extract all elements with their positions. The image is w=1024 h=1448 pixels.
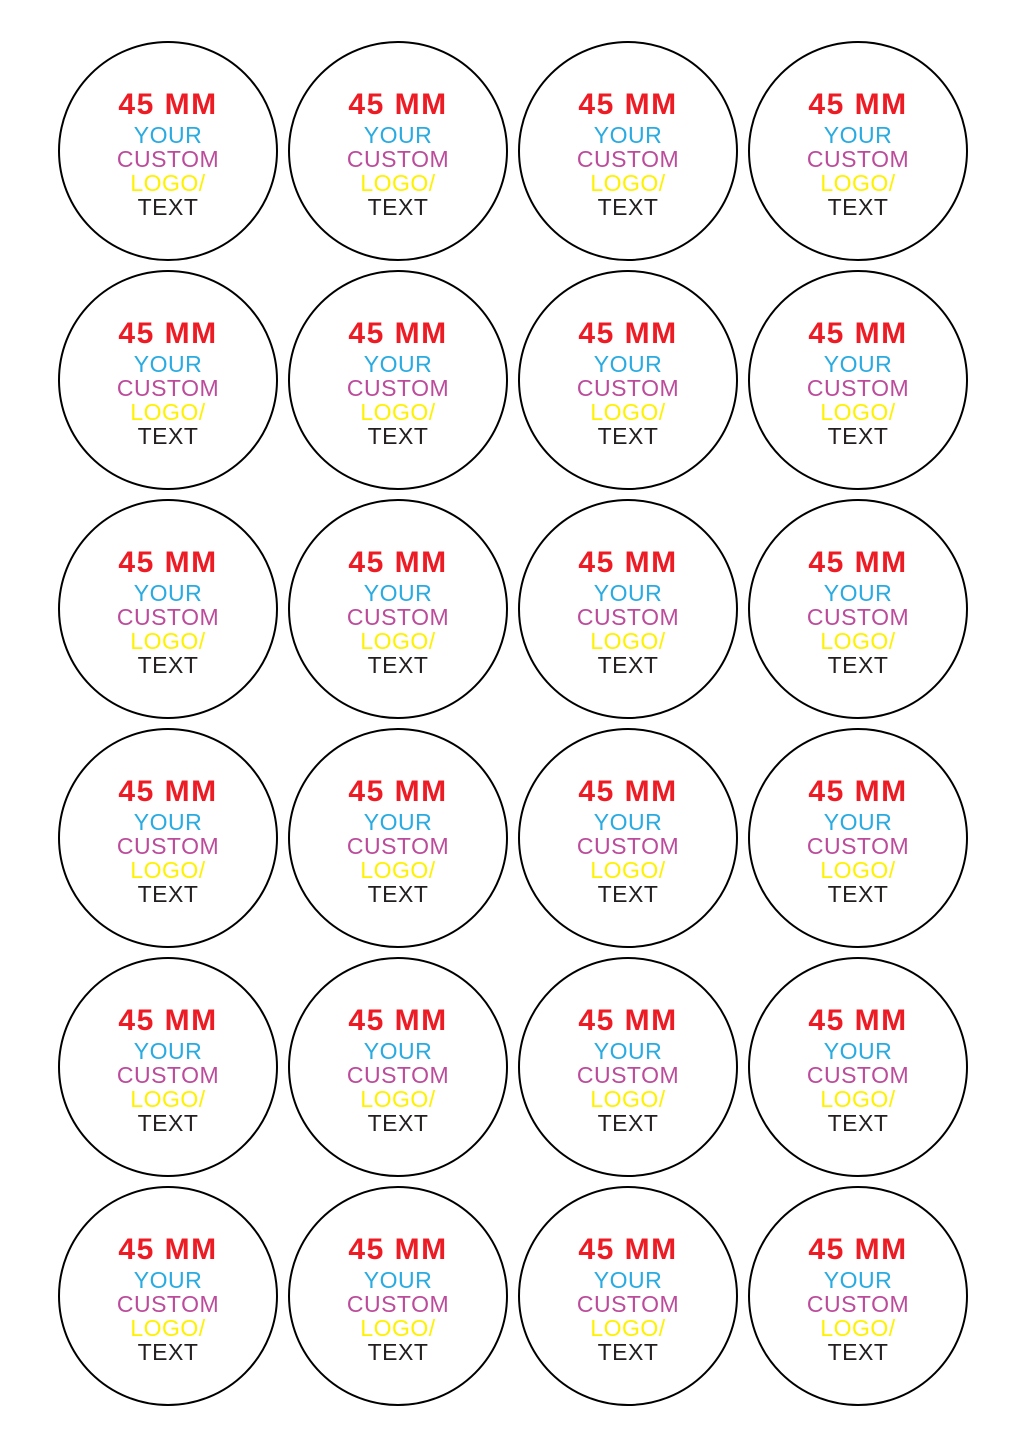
size-label: 45 MM <box>118 774 218 808</box>
placeholder-line-your: YOUR <box>133 808 203 835</box>
placeholder-line-text: TEXT <box>367 880 429 907</box>
sticker-text-block <box>806 774 910 907</box>
placeholder-line-text: TEXT <box>827 880 889 907</box>
sticker-text-block <box>116 316 220 449</box>
sticker-text-block <box>116 545 220 678</box>
sticker-text-block <box>576 1003 680 1136</box>
placeholder-line-custom: CUSTOM <box>576 603 680 630</box>
size-label: 45 MM <box>578 87 678 121</box>
placeholder-line-your: YOUR <box>363 350 433 377</box>
placeholder-line-logo: LOGO/ <box>590 1085 666 1112</box>
sticker-circle <box>518 41 738 261</box>
sticker-circle <box>58 499 278 719</box>
sticker-circle <box>58 41 278 261</box>
placeholder-line-custom: CUSTOM <box>806 1290 910 1317</box>
placeholder-line-custom: CUSTOM <box>576 1290 680 1317</box>
sticker-circle <box>518 1186 738 1406</box>
sticker-text-block <box>346 87 450 220</box>
placeholder-line-custom: CUSTOM <box>346 832 450 859</box>
placeholder-line-your: YOUR <box>133 579 203 606</box>
placeholder-line-logo: LOGO/ <box>590 1314 666 1341</box>
placeholder-line-your: YOUR <box>133 1037 203 1064</box>
sticker-text-block <box>806 545 910 678</box>
sticker-circle <box>288 957 508 1177</box>
size-label: 45 MM <box>118 1003 218 1037</box>
sticker-text-block <box>806 1003 910 1136</box>
sticker-circle <box>518 270 738 490</box>
size-label: 45 MM <box>118 545 218 579</box>
sticker-circle <box>748 41 968 261</box>
sticker-circle <box>288 728 508 948</box>
placeholder-line-your: YOUR <box>593 1266 663 1293</box>
placeholder-line-your: YOUR <box>823 121 893 148</box>
sticker-circle <box>288 270 508 490</box>
placeholder-line-text: TEXT <box>597 1338 659 1365</box>
placeholder-line-logo: LOGO/ <box>360 627 436 654</box>
placeholder-line-your: YOUR <box>823 579 893 606</box>
placeholder-line-logo: LOGO/ <box>360 856 436 883</box>
placeholder-line-your: YOUR <box>363 1037 433 1064</box>
sticker-circle <box>288 499 508 719</box>
size-label: 45 MM <box>808 1232 908 1266</box>
placeholder-line-custom: CUSTOM <box>346 145 450 172</box>
size-label: 45 MM <box>348 87 448 121</box>
sticker-circle <box>748 1186 968 1406</box>
size-label: 45 MM <box>808 545 908 579</box>
size-label: 45 MM <box>808 774 908 808</box>
placeholder-line-logo: LOGO/ <box>820 856 896 883</box>
placeholder-line-text: TEXT <box>367 422 429 449</box>
placeholder-line-text: TEXT <box>137 422 199 449</box>
size-label: 45 MM <box>808 1003 908 1037</box>
placeholder-line-logo: LOGO/ <box>590 856 666 883</box>
size-label: 45 MM <box>578 774 678 808</box>
size-label: 45 MM <box>348 1003 448 1037</box>
placeholder-line-your: YOUR <box>363 1266 433 1293</box>
placeholder-line-text: TEXT <box>137 651 199 678</box>
size-label: 45 MM <box>118 87 218 121</box>
placeholder-line-text: TEXT <box>827 422 889 449</box>
sticker-circle <box>518 728 738 948</box>
placeholder-line-your: YOUR <box>133 1266 203 1293</box>
size-label: 45 MM <box>118 1232 218 1266</box>
placeholder-line-logo: LOGO/ <box>130 169 206 196</box>
placeholder-line-your: YOUR <box>823 1037 893 1064</box>
placeholder-line-custom: CUSTOM <box>116 1290 220 1317</box>
placeholder-line-logo: LOGO/ <box>130 1314 206 1341</box>
placeholder-line-text: TEXT <box>137 1109 199 1136</box>
placeholder-line-logo: LOGO/ <box>590 627 666 654</box>
placeholder-line-your: YOUR <box>363 579 433 606</box>
placeholder-line-text: TEXT <box>597 880 659 907</box>
placeholder-line-logo: LOGO/ <box>820 169 896 196</box>
sticker-circle <box>58 728 278 948</box>
placeholder-line-text: TEXT <box>827 193 889 220</box>
size-label: 45 MM <box>808 87 908 121</box>
sticker-circle <box>58 957 278 1177</box>
placeholder-line-custom: CUSTOM <box>806 1061 910 1088</box>
sticker-text-block <box>576 774 680 907</box>
placeholder-line-text: TEXT <box>827 651 889 678</box>
placeholder-line-logo: LOGO/ <box>820 1085 896 1112</box>
placeholder-line-your: YOUR <box>363 121 433 148</box>
size-label: 45 MM <box>348 774 448 808</box>
placeholder-line-custom: CUSTOM <box>116 832 220 859</box>
placeholder-line-custom: CUSTOM <box>806 374 910 401</box>
placeholder-line-text: TEXT <box>137 880 199 907</box>
sticker-text-block <box>116 774 220 907</box>
placeholder-line-logo: LOGO/ <box>820 398 896 425</box>
sticker-text-block <box>346 316 450 449</box>
placeholder-line-your: YOUR <box>823 808 893 835</box>
placeholder-line-logo: LOGO/ <box>130 627 206 654</box>
placeholder-line-your: YOUR <box>593 121 663 148</box>
placeholder-line-text: TEXT <box>597 422 659 449</box>
size-label: 45 MM <box>578 1232 678 1266</box>
placeholder-line-logo: LOGO/ <box>360 1085 436 1112</box>
sticker-circle <box>748 957 968 1177</box>
sticker-circle <box>748 728 968 948</box>
sticker-circle <box>58 270 278 490</box>
placeholder-line-custom: CUSTOM <box>576 832 680 859</box>
size-label: 45 MM <box>578 316 678 350</box>
placeholder-line-custom: CUSTOM <box>576 145 680 172</box>
sticker-circle <box>518 499 738 719</box>
sticker-circle <box>288 41 508 261</box>
sticker-text-block <box>346 1003 450 1136</box>
placeholder-line-logo: LOGO/ <box>130 398 206 425</box>
sticker-sheet <box>58 41 968 1406</box>
placeholder-line-text: TEXT <box>137 1338 199 1365</box>
sticker-circle <box>58 1186 278 1406</box>
placeholder-line-logo: LOGO/ <box>820 627 896 654</box>
sticker-text-block <box>116 1003 220 1136</box>
placeholder-line-text: TEXT <box>597 651 659 678</box>
sticker-text-block <box>576 1232 680 1365</box>
placeholder-line-logo: LOGO/ <box>360 1314 436 1341</box>
placeholder-line-custom: CUSTOM <box>806 603 910 630</box>
placeholder-line-custom: CUSTOM <box>806 832 910 859</box>
size-label: 45 MM <box>808 316 908 350</box>
placeholder-line-custom: CUSTOM <box>806 145 910 172</box>
sticker-text-block <box>346 545 450 678</box>
placeholder-line-custom: CUSTOM <box>116 1061 220 1088</box>
placeholder-line-text: TEXT <box>597 1109 659 1136</box>
sticker-circle <box>288 1186 508 1406</box>
placeholder-line-custom: CUSTOM <box>346 1061 450 1088</box>
size-label: 45 MM <box>578 545 678 579</box>
placeholder-line-your: YOUR <box>133 350 203 377</box>
placeholder-line-custom: CUSTOM <box>576 1061 680 1088</box>
placeholder-line-your: YOUR <box>593 579 663 606</box>
placeholder-line-custom: CUSTOM <box>116 145 220 172</box>
placeholder-line-your: YOUR <box>593 1037 663 1064</box>
placeholder-line-custom: CUSTOM <box>576 374 680 401</box>
sticker-text-block <box>116 1232 220 1365</box>
size-label: 45 MM <box>348 545 448 579</box>
placeholder-line-custom: CUSTOM <box>346 374 450 401</box>
sticker-text-block <box>346 774 450 907</box>
placeholder-line-text: TEXT <box>367 1109 429 1136</box>
placeholder-line-your: YOUR <box>823 350 893 377</box>
placeholder-line-custom: CUSTOM <box>346 1290 450 1317</box>
placeholder-line-text: TEXT <box>367 1338 429 1365</box>
placeholder-line-your: YOUR <box>593 350 663 377</box>
sticker-text-block <box>346 1232 450 1365</box>
sticker-text-block <box>576 87 680 220</box>
placeholder-line-your: YOUR <box>823 1266 893 1293</box>
sticker-text-block <box>116 87 220 220</box>
size-label: 45 MM <box>348 1232 448 1266</box>
placeholder-line-your: YOUR <box>133 121 203 148</box>
placeholder-line-logo: LOGO/ <box>820 1314 896 1341</box>
placeholder-line-custom: CUSTOM <box>116 603 220 630</box>
sticker-circle <box>748 499 968 719</box>
placeholder-line-text: TEXT <box>137 193 199 220</box>
placeholder-line-custom: CUSTOM <box>116 374 220 401</box>
placeholder-line-logo: LOGO/ <box>130 856 206 883</box>
size-label: 45 MM <box>118 316 218 350</box>
sticker-text-block <box>576 545 680 678</box>
sticker-circle <box>748 270 968 490</box>
placeholder-line-logo: LOGO/ <box>590 169 666 196</box>
placeholder-line-logo: LOGO/ <box>360 169 436 196</box>
placeholder-line-text: TEXT <box>827 1109 889 1136</box>
placeholder-line-your: YOUR <box>363 808 433 835</box>
sticker-text-block <box>806 316 910 449</box>
placeholder-line-text: TEXT <box>597 193 659 220</box>
placeholder-line-text: TEXT <box>827 1338 889 1365</box>
placeholder-line-text: TEXT <box>367 651 429 678</box>
placeholder-line-custom: CUSTOM <box>346 603 450 630</box>
placeholder-line-logo: LOGO/ <box>360 398 436 425</box>
placeholder-line-text: TEXT <box>367 193 429 220</box>
placeholder-line-logo: LOGO/ <box>130 1085 206 1112</box>
sticker-circle <box>518 957 738 1177</box>
placeholder-line-your: YOUR <box>593 808 663 835</box>
sticker-text-block <box>576 316 680 449</box>
sticker-text-block <box>806 1232 910 1365</box>
size-label: 45 MM <box>578 1003 678 1037</box>
placeholder-line-logo: LOGO/ <box>590 398 666 425</box>
sticker-text-block <box>806 87 910 220</box>
size-label: 45 MM <box>348 316 448 350</box>
